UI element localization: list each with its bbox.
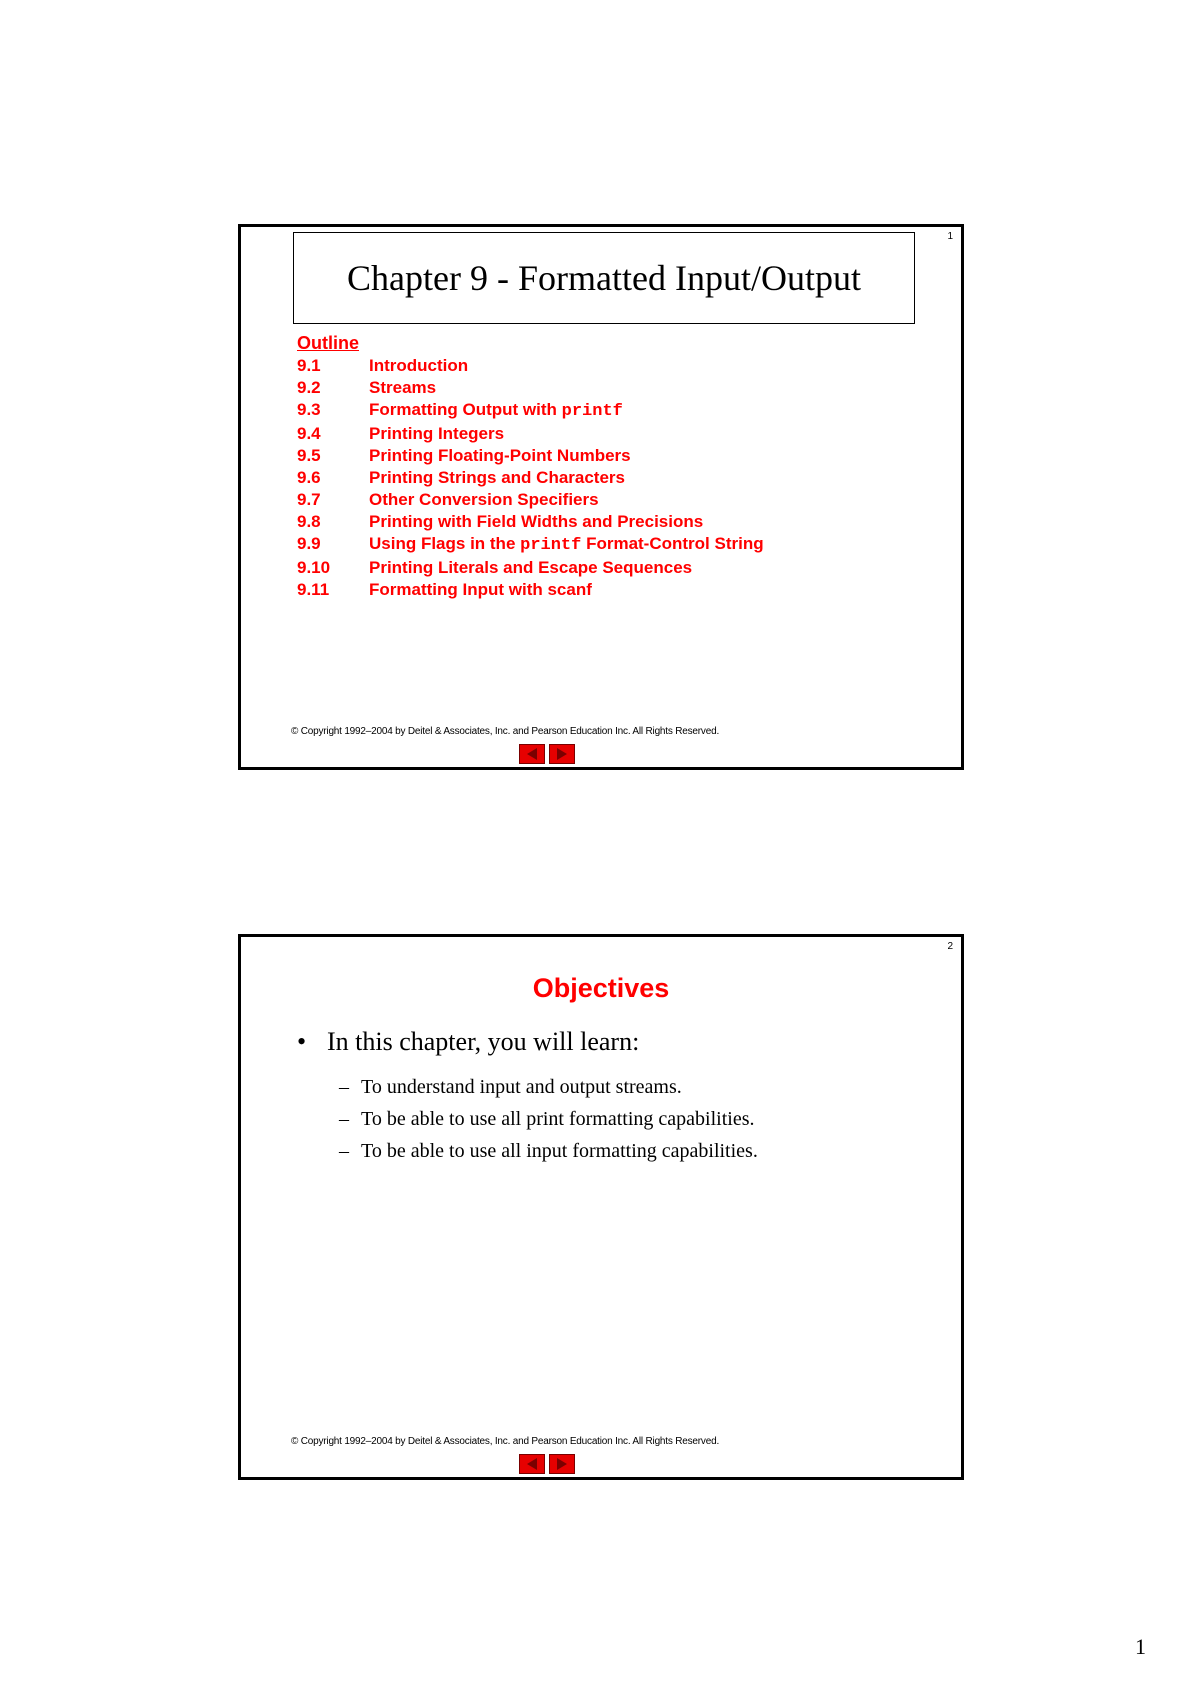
outline-item bbox=[297, 579, 764, 601]
outline-heading: Outline bbox=[297, 333, 359, 353]
outline-item-text bbox=[369, 533, 764, 557]
outline-item-number: 9.4 bbox=[297, 424, 321, 443]
outline-item-code: printf bbox=[561, 402, 623, 421]
outline-item-text-part: Formatting Output with bbox=[369, 400, 562, 419]
sub-bullet-text: To be able to use all input formatting capabilities. bbox=[361, 1140, 758, 1162]
outline-item bbox=[297, 377, 764, 399]
arrow-left-icon bbox=[525, 748, 539, 760]
outline-item-text: Introduction bbox=[369, 356, 469, 375]
sub-bullet-marker: – bbox=[339, 1108, 349, 1130]
bullet-text: In this chapter, you will learn: bbox=[327, 1027, 640, 1056]
sub-bullet-text: To be able to use all print formatting capabilities. bbox=[361, 1108, 755, 1130]
next-slide-button[interactable] bbox=[549, 744, 575, 764]
outline-item-number: 9.10 bbox=[297, 558, 331, 577]
slide-title-box bbox=[293, 232, 915, 324]
outline-item-text bbox=[369, 579, 592, 601]
outline-item-number: 9.11 bbox=[297, 580, 330, 599]
sub-bullet-text: To understand input and output streams. bbox=[361, 1076, 682, 1098]
page-number: 1 bbox=[1135, 1634, 1146, 1659]
outline-item-text: Printing with Field Widths and Precisions bbox=[369, 512, 704, 531]
outline-item bbox=[297, 399, 764, 423]
outline-item bbox=[297, 533, 764, 557]
outline-item bbox=[297, 423, 764, 445]
sub-bullet-item bbox=[339, 1071, 758, 1103]
outline-item-text bbox=[369, 399, 623, 423]
outline-item bbox=[297, 511, 764, 533]
outline-item-text-part: Using Flags in the bbox=[369, 534, 521, 553]
slide-number: 1 bbox=[947, 231, 953, 242]
sub-bullet-marker: – bbox=[339, 1140, 349, 1162]
outline-item-text: Printing Strings and Characters bbox=[369, 468, 625, 487]
outline-item-number: 9.8 bbox=[297, 512, 321, 531]
slide-title: Chapter 9 - Formatted Input/Output bbox=[347, 258, 861, 298]
outline bbox=[297, 331, 764, 601]
outline-item-text: Streams bbox=[369, 378, 437, 397]
copyright-notice: © Copyright 1992–2004 by Deitel & Associates, Inc. and Pearson Education Inc. All Rights Reserved. bbox=[291, 726, 720, 737]
slide-number: 2 bbox=[947, 941, 953, 952]
sub-bullet-marker: – bbox=[339, 1076, 349, 1098]
bullet-marker: • bbox=[297, 1027, 307, 1056]
outline-item bbox=[297, 489, 764, 511]
outline-item-number: 9.5 bbox=[297, 446, 321, 465]
outline-item-number: 9.2 bbox=[297, 378, 321, 397]
copyright-notice: © Copyright 1992–2004 by Deitel & Associates, Inc. and Pearson Education Inc. All Rights Reserved. bbox=[291, 1436, 720, 1447]
bullet-item bbox=[297, 1027, 639, 1057]
slide-navigation bbox=[519, 1454, 575, 1474]
slide-2 bbox=[238, 934, 964, 1480]
arrow-right-icon bbox=[555, 1458, 569, 1470]
arrow-left-icon bbox=[525, 1458, 539, 1470]
outline-item bbox=[297, 445, 764, 467]
slide-navigation bbox=[519, 744, 575, 764]
outline-item bbox=[297, 355, 764, 377]
outline-item bbox=[297, 557, 764, 579]
slide-title: Objectives bbox=[532, 973, 670, 1003]
arrow-right-icon bbox=[555, 748, 569, 760]
slide-1 bbox=[238, 224, 964, 770]
outline-item-code: printf bbox=[520, 536, 582, 555]
outline-item-number: 9.6 bbox=[297, 468, 321, 487]
outline-item-number: 9.9 bbox=[297, 534, 321, 553]
outline-item-text-part: Format-Control String bbox=[581, 534, 764, 553]
sub-bullet-item bbox=[339, 1103, 758, 1135]
previous-slide-button[interactable] bbox=[519, 744, 545, 764]
outline-item-code: scanf bbox=[547, 580, 592, 599]
outline-item-text: Printing Literals and Escape Sequences bbox=[369, 558, 693, 577]
previous-slide-button[interactable] bbox=[519, 1454, 545, 1474]
outline-item-number: 9.7 bbox=[297, 490, 321, 509]
outline-item-text-part: Formatting Input with bbox=[369, 580, 548, 599]
outline-item-text: Printing Integers bbox=[369, 424, 505, 443]
outline-item-text: Other Conversion Specifiers bbox=[369, 490, 599, 509]
outline-item bbox=[297, 467, 764, 489]
sub-bullet-item bbox=[339, 1135, 758, 1167]
sub-bullet-list bbox=[339, 1071, 758, 1167]
outline-item-number: 9.1 bbox=[297, 356, 321, 375]
next-slide-button[interactable] bbox=[549, 1454, 575, 1474]
outline-item-number: 9.3 bbox=[297, 400, 321, 419]
outline-item-text: Printing Floating-Point Numbers bbox=[369, 446, 631, 465]
